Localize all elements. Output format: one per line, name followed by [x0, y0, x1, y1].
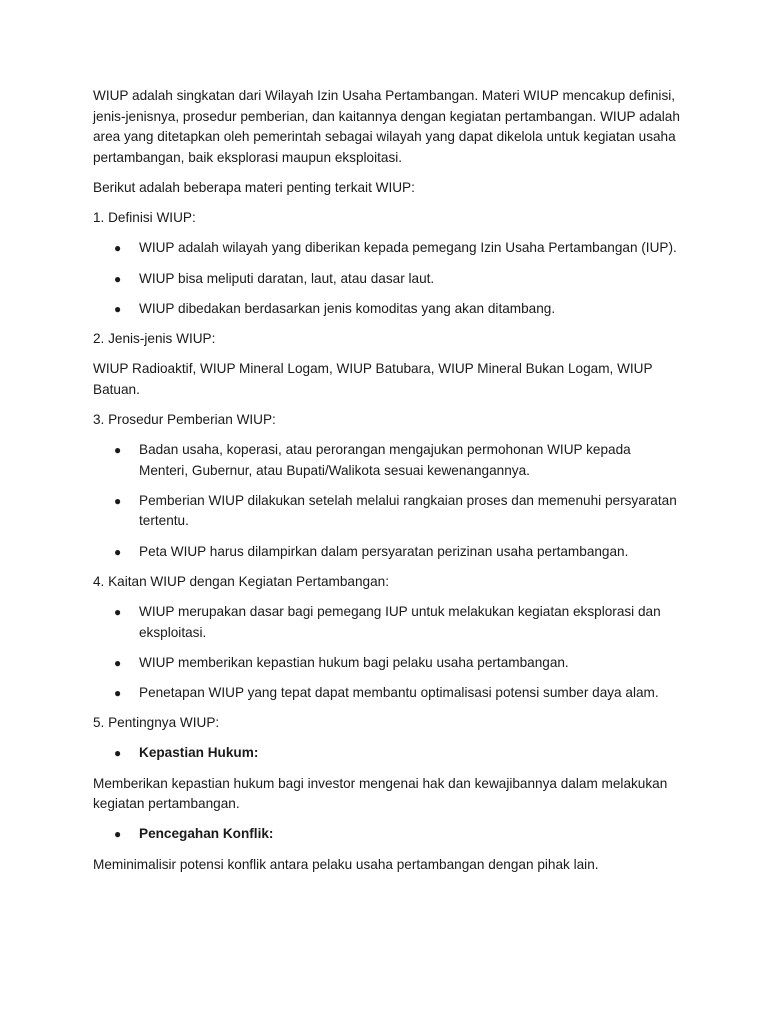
bullet-icon: ● [114, 685, 122, 700]
list-item-text: Penetapan WIUP yang tepat dapat membantu optimalisasi potensi sumber daya alam. [139, 684, 659, 700]
list-item-text: Peta WIUP harus dilampirkan dalam persyaratan perizinan usaha pertambangan. [139, 543, 629, 559]
section-heading-prosedur: 3. Prosedur Pemberian WIUP: [93, 411, 276, 427]
list-item [93, 542, 683, 563]
bullet-icon: ● [114, 493, 122, 508]
list-item-text: WIUP merupakan dasar bagi pemegang IUP untuk melakukan kegiatan eksplorasi dan eksploitasi. [139, 604, 661, 640]
section-heading-kaitan: 4. Kaitan WIUP dengan Kegiatan Pertambangan: [93, 573, 389, 589]
point-paragraph: Memberikan kepastian hukum bagi investor mengenai hak dan kewajibannya dalam melakukan kegiatan pertambangan. [93, 775, 668, 812]
list-item [93, 824, 683, 845]
bullet-icon: ● [114, 655, 122, 670]
kaitan-list [93, 602, 683, 704]
document-content [93, 86, 683, 885]
list-item [93, 299, 683, 320]
pentingnya-list-1 [93, 743, 683, 764]
definisi-list [93, 238, 683, 319]
list-item [93, 269, 683, 290]
section-heading-pentingnya: 5. Pentingnya WIUP: [93, 715, 220, 731]
prosedur-list [93, 440, 683, 562]
lead-paragraph: Berikut adalah beberapa materi penting terkait WIUP: [93, 179, 415, 195]
jenis-paragraph: WIUP Radioaktif, WIUP Mineral Logam, WIUP Batubara, WIUP Mineral Bukan Logam, WIUP Batuan. [93, 361, 653, 397]
list-item [93, 653, 683, 674]
list-item-text: WIUP adalah wilayah yang diberikan kepada pemegang Izin Usaha Pertambangan (IUP). [139, 240, 677, 256]
bullet-icon: ● [114, 301, 122, 316]
section-heading-jenis: 2. Jenis-jenis WIUP: [93, 330, 216, 346]
list-item [93, 683, 683, 704]
bullet-icon: ● [114, 827, 122, 842]
bullet-icon: ● [114, 271, 122, 286]
point-title: Pencegahan Konflik: [139, 826, 274, 842]
point-paragraph: Meminimalisir potensi konflik antara pelaku usaha pertambangan dengan pihak lain. [93, 856, 599, 872]
list-item-text: Badan usaha, koperasi, atau perorangan mengajukan permohonan WIUP kepada Menteri, Gubernur, atau Bupati/Walikota sesuai kewenangannya. [139, 442, 631, 478]
bullet-icon: ● [114, 544, 122, 559]
bullet-icon: ● [114, 746, 122, 761]
point-title: Kepastian Hukum: [139, 745, 259, 761]
list-item-text: WIUP memberikan kepastian hukum bagi pelaku usaha pertambangan. [139, 654, 569, 670]
list-item [93, 491, 683, 532]
bullet-icon: ● [114, 241, 122, 256]
list-item [93, 602, 683, 643]
list-item [93, 238, 683, 259]
list-item-text: WIUP bisa meliputi daratan, laut, atau dasar laut. [139, 270, 435, 286]
bullet-icon: ● [114, 605, 122, 619]
list-item-text: Pemberian WIUP dilakukan setelah melalui rangkaian proses dan memenuhi persyaratan tertentu. [139, 492, 677, 529]
bullet-icon: ● [114, 443, 122, 458]
pentingnya-list-2 [93, 824, 683, 845]
list-item-text: WIUP dibedakan berdasarkan jenis komoditas yang akan ditambang. [139, 300, 556, 316]
intro-paragraph: WIUP adalah singkatan dari Wilayah Izin Usaha Pertambangan. Materi WIUP mencakup definisi, jenis-jenisnya, prosedur pemberian, dan kaitannya dengan kegiatan pertambangan. WIUP adalah area yang ditetapkan oleh pemerintah sebagai wilayah yang dapat dikelola untuk kegiatan usaha pertambangan, baik eksplorasi maupun eksploitasi. [93, 88, 680, 165]
section-heading-definisi: 1. Definisi WIUP: [93, 210, 196, 226]
list-item [93, 743, 683, 764]
list-item [93, 440, 683, 481]
